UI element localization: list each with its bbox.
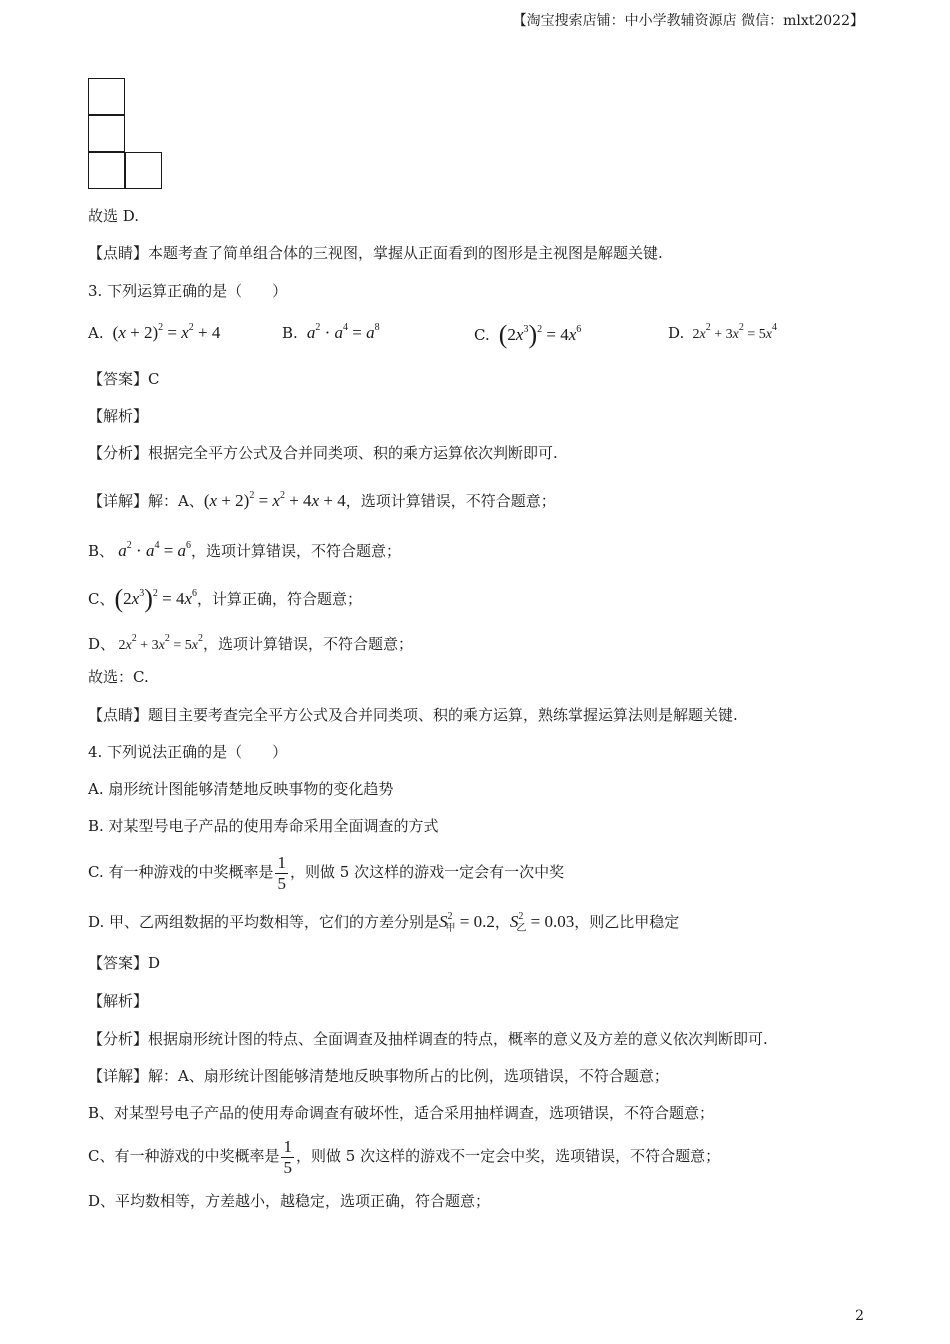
q3-option-c: C. $(2x^3)^2 = 4x^6$ — [474, 320, 582, 349]
q3-answer: 【答案】C — [88, 370, 160, 388]
q4-jiexi: 【解析】 — [88, 992, 149, 1010]
question-4-stem: 4. 下列说法正确的是（ ） — [88, 743, 288, 761]
q4-answer: 【答案】D — [88, 954, 161, 972]
page-header: 【淘宝搜索店铺：中小学教辅资源店 微信：mlxt2022】 — [512, 13, 864, 29]
q4-fenxi: 【分析】根据扇形统计图的特点、全面调查及抽样调查的特点，概率的意义及方差的意义依次判断即可. — [88, 1030, 768, 1048]
q3-detail-b: B、 $a^2 \cdot a^4 = a^6$，选项计算错误，不符合题意； — [88, 540, 402, 560]
fraction: $\frac{1}{5}$ — [283, 1136, 292, 1177]
dianjing-tag: 【点睛】 — [88, 244, 149, 262]
dianjing-1: 【点睛】本题考查了简单组合体的三视图，掌握从正面看到的图形是主视图是解题关键. — [88, 244, 663, 262]
q3-detail-c: C、$(2x^3)^2 = 4x^6$，计算正确，符合题意； — [88, 584, 363, 613]
q3-option-d: D. $2x^2 + 3x^2 = 5x^4$ — [668, 322, 778, 342]
q3-option-b: B. $a^2 \cdot a^4 = a^8$ — [282, 322, 380, 342]
question-3-stem: 3. 下列运算正确的是（ ） — [88, 282, 288, 300]
q4-detail-c: C、有一种游戏的中奖概率是 $\frac{1}{5}$ ，则做 5 次这样的游戏不一定会中奖，选项错误，不符合题意； — [88, 1136, 721, 1177]
q3-fenxi: 【分析】根据完全平方公式及合并同类项、积的乘方运算依次判断即可. — [88, 444, 558, 462]
dianjing-2: 【点睛】题目主要考查完全平方公式及合并同类项、积的乘方运算，熟练掌握运算法则是解题关键. — [88, 706, 738, 724]
page-number: 2 — [855, 1308, 864, 1324]
figure-square — [88, 78, 125, 115]
conclusion-c: 故选：C. — [88, 668, 149, 686]
q4-detail-b: B、对某型号电子产品的使用寿命调查有破坏性，适合采用抽样调查，选项错误，不符合题意； — [88, 1104, 715, 1122]
conclusion-d: 故选 D. — [88, 207, 140, 225]
q4-option-d: D. 甲、乙两组数据的平均数相等，它们的方差分别是$S^2_甲 = 0.2$，$S^2_乙 = 0.03$，则乙比甲稳定 — [88, 911, 680, 935]
q4-detail-d: D、平均数相等，方差越小，越稳定，选项正确，符合题意； — [88, 1192, 491, 1210]
figure-square — [88, 152, 125, 189]
figure-square — [88, 115, 125, 152]
figure-square — [125, 152, 162, 189]
q4-option-c: C. 有一种游戏的中奖概率是 $\frac{1}{5}$ ，则做 5 次这样的游戏一定会有一次中奖 — [88, 852, 565, 893]
q3-jiexi: 【解析】 — [88, 407, 149, 425]
q4-option-b: B. 对某型号电子产品的使用寿命采用全面调查的方式 — [88, 817, 439, 835]
q3-option-a: A. $(x + 2)^2 = x^2 + 4$ — [88, 322, 221, 342]
q3-detail-a: 【详解】解：A、$(x + 2)^2 = x^2 + 4x + 4$，选项计算错误，不符合题意； — [88, 490, 556, 510]
q4-option-a: A. 扇形统计图能够清楚地反映事物的变化趋势 — [88, 780, 394, 798]
q3-detail-d: D、 $2x^2 + 3x^2 = 5x^2$，选项计算错误，不符合题意； — [88, 633, 414, 653]
q4-detail-a: 【详解】解：A、扇形统计图能够清楚地反映事物所占的比例，选项错误，不符合题意； — [88, 1067, 669, 1085]
fraction: $\frac{1}{5}$ — [277, 852, 286, 893]
